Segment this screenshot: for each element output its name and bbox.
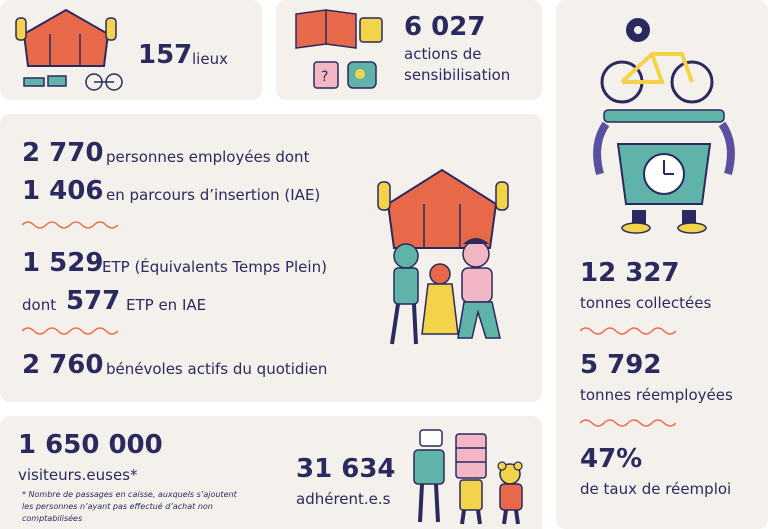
benevoles-value: 2 760 (22, 350, 104, 380)
members-label: adhérent.e.s (296, 490, 391, 508)
book-illustration (290, 4, 390, 96)
actions-label-line1: actions de (404, 45, 482, 63)
employees-label: personnes employées dont (106, 148, 310, 166)
people-carrying-house-illustration (368, 164, 518, 350)
wave-divider (580, 418, 676, 428)
card-tonnes (556, 0, 768, 529)
etp-label: ETP (Équivalents Temps Plein) (102, 258, 327, 276)
collected-label: tonnes collectées (580, 294, 712, 312)
people-with-objects-illustration (406, 426, 536, 526)
insertion-value: 1 406 (22, 176, 104, 206)
etp-value: 1 529 (22, 248, 104, 278)
insertion-label: en parcours d’insertion (IAE) (106, 186, 321, 204)
visitors-label: visiteurs.euses* (18, 466, 138, 484)
card-employees (0, 114, 542, 402)
reused-value: 5 792 (580, 350, 662, 380)
members-value: 31 634 (296, 454, 396, 484)
card-lieux (0, 0, 262, 100)
rate-label: de taux de réemploi (580, 480, 732, 498)
employees-value: 2 770 (22, 138, 104, 168)
lieux-value: 157 (138, 40, 193, 70)
visitors-footnote-line2: les personnes n’ayant pas effectué d’achat non (22, 502, 213, 511)
rate-value: 47% (580, 444, 643, 474)
actions-label-line2: sensibilisation (404, 66, 511, 84)
card-visitors (0, 416, 542, 529)
benevoles-label: bénévoles actifs du quotidien (106, 360, 328, 378)
house-illustration (14, 4, 124, 96)
iae-value: 577 (66, 286, 121, 316)
svg-text:?: ? (321, 69, 329, 85)
actions-value: 6 027 (404, 12, 486, 42)
lieux-label: lieux (192, 50, 228, 68)
wave-divider (22, 220, 118, 230)
collected-value: 12 327 (580, 258, 680, 288)
visitors-footnote-line1: * Nombre de passages en caisse, auxquels s’ajoutent (22, 490, 237, 499)
visitors-footnote-line3: comptabilisées (22, 514, 83, 523)
wave-divider (580, 326, 676, 336)
card-actions (276, 0, 542, 100)
scale-illustration (592, 14, 742, 234)
reused-label: tonnes réemployées (580, 386, 733, 404)
wave-divider (22, 326, 118, 336)
visitors-value: 1 650 000 (18, 430, 163, 460)
dont-prefix: dont (22, 296, 57, 314)
iae-label: ETP en IAE (126, 296, 207, 314)
